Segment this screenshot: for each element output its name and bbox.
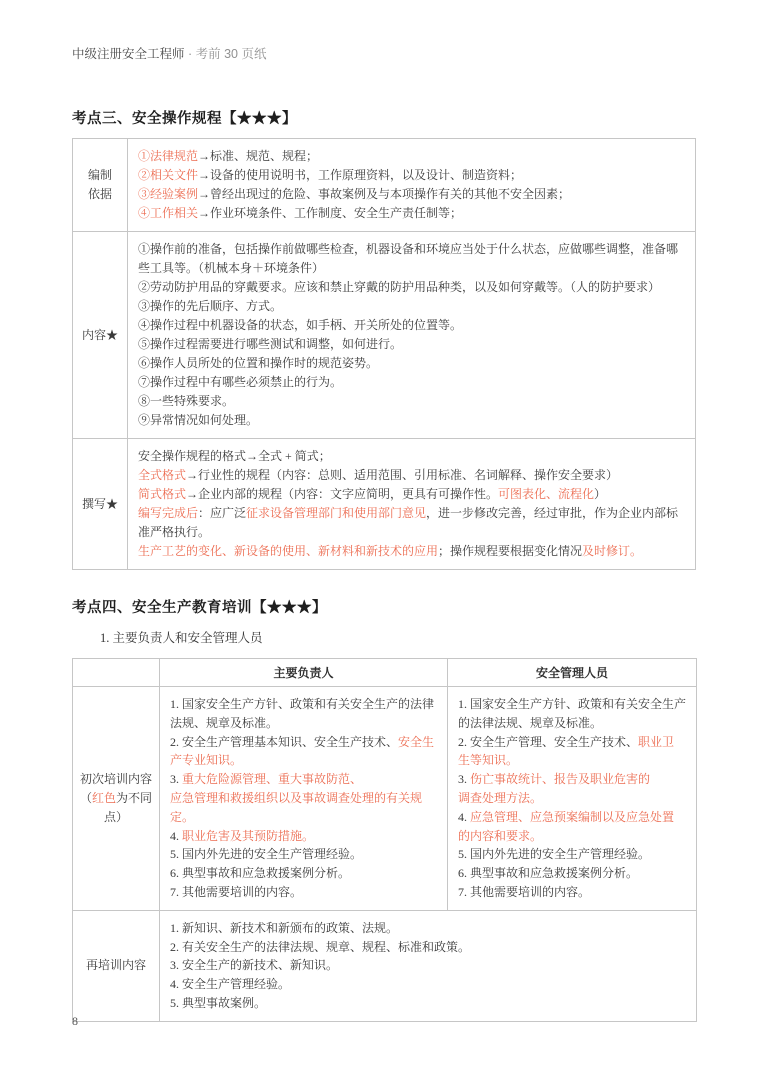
page-number: 8: [72, 1014, 78, 1028]
document-header: [72, 0, 697, 62]
header-title: 中级注册安全工程师: [72, 47, 185, 61]
col-header-principal: 主要负责人: [160, 659, 448, 687]
row-label-retraining: 再培训内容: [73, 910, 160, 1021]
cell-retraining-content: 1. 新知识、新技术和新颁布的政策、法规。 2. 有关安全生产的法律法规、规章、规程、标准和政策。 3. 安全生产的新技术、新知识。 4. 安全生产管理经验。 5. 典型事故案例。: [160, 910, 697, 1021]
row-label-writing: 撰写★: [73, 439, 128, 570]
table-row: [73, 910, 697, 1021]
section-four-heading: 考点四、安全生产教育培训【★★★】: [72, 600, 327, 616]
table-row: [73, 687, 697, 911]
cell-initial-principal: 1. 国家安全生产方针、政策和有关安全生产的法律法规、规章及标准。 2. 安全生产管理基本知识、安全生产技术、安全生产专业知识。 3. 重大危险源管理、重大事故防范、 应急管理和救援组织以及事故调查处理的有关规定。 4. 职业危害及其预防措施。 5. 国内外先进的安全生产管理经验。 6. 典型事故和应急救援案例分析。 7. 其他需要培训的内容。: [160, 687, 448, 911]
table-row: [73, 439, 696, 570]
section-three-heading: 考点三、安全操作规程【★★★】: [72, 111, 297, 127]
row-label-compilation-basis: 编制 依据: [73, 139, 128, 232]
cell-compilation-basis: ①法律规范→标准、规范、规程； ②相关文件→设备的使用说明书，工作原理资料，以及设计、制造资料； ③经验案例→曾经出现过的危险、事故案例及与本项操作有关的其他不安全因素； ④工作相关→作业环境条件、工作制度、安全生产责任制等；: [128, 139, 696, 232]
header-subtitle: · 考前 30 页纸: [184, 47, 267, 61]
cell-writing: 安全操作规程的格式→全式 + 简式； 全式格式→行业性的规程（内容：总则、适用范围、引用标准、名词解释、操作安全要求） 简式格式→企业内部的规程（内容：文字应简明，更具有可操作性。可图表化、流程化） 编写完成后：应广泛征求设备管理部门和使用部门意见，进一步修改完善，经过审批，作为企业内部标准严格执行。 生产工艺的变化、新设备的使用、新材料和新技术的应用；操作规程要根据变化情况及时修订。: [128, 439, 696, 570]
row-label-initial-training: 初次培训内容 （红色为不同点）: [73, 687, 160, 911]
col-header-safety-manager: 安全管理人员: [448, 659, 697, 687]
table-row: [73, 232, 696, 439]
table-header-row: [73, 659, 697, 687]
table-row: [73, 139, 696, 232]
cell-initial-manager: 1. 国家安全生产方针、政策和有关安全生产的法律法规、规章及标准。 2. 安全生产管理、安全生产技术、职业卫生等知识。 3. 伤亡事故统计、报告及职业危害的 调查处理方法。 4. 应急管理、应急预案编制以及应急处置 的内容和要求。 5. 国内外先进的安全生产管理经验。 6. 典型事故和应急救援案例分析。 7. 其他需要培训的内容。: [448, 687, 697, 911]
list-item-principals: 1. 主要负责人和安全管理人员: [100, 631, 263, 645]
cell-content: ①操作前的准备，包括操作前做哪些检查，机器设备和环境应当处于什么状态，应做哪些调整，准备哪些工具等。（机械本身＋环境条件） ②劳动防护用品的穿戴要求。应该和禁止穿戴的防护用品种类，以及如何穿戴等。（人的防护要求） ③操作的先后顺序、方式。 ④操作过程中机器设备的状态，如手柄、开关所处的位置等。 ⑤操作过程需要进行哪些测试和调整，如何进行。 ⑥操作人员所处的位置和操作时的规范姿势。 ⑦操作过程中有哪些必须禁止的行为。 ⑧一些特殊要求。 ⑨异常情况如何处理。: [128, 232, 696, 439]
col-header-empty: [73, 659, 160, 687]
page-content: [72, 0, 697, 1022]
operation-rules-table: [72, 138, 696, 570]
training-table: [72, 658, 697, 1022]
row-label-content: 内容★: [73, 232, 128, 439]
